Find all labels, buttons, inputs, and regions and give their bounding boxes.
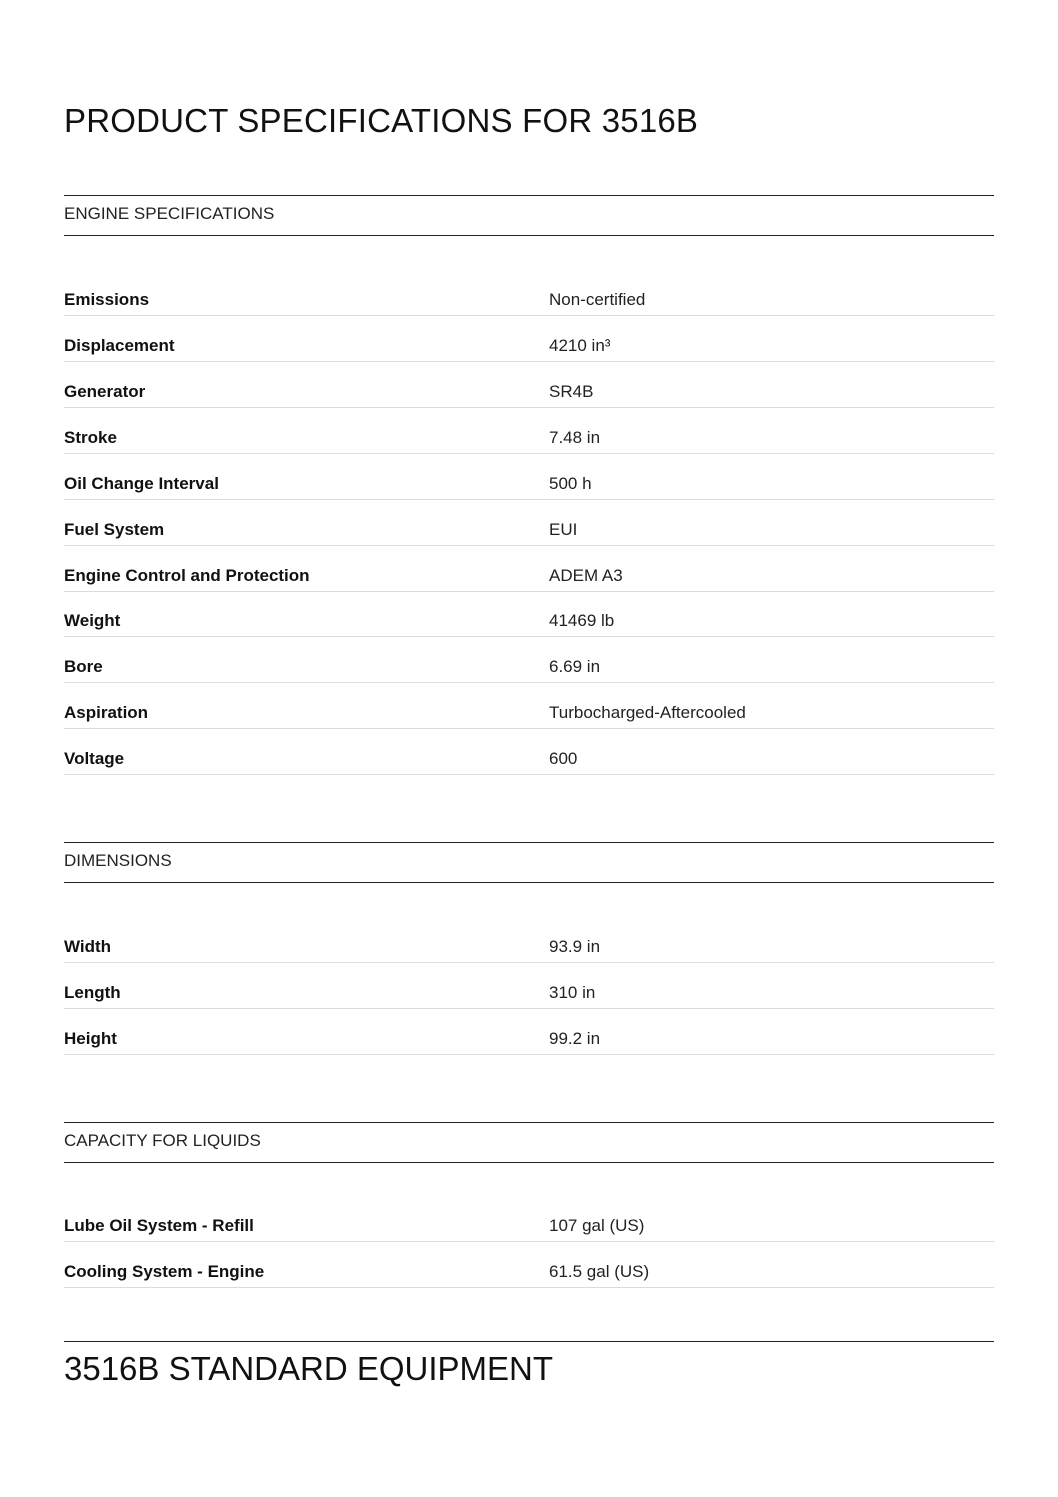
spec-label: Weight	[64, 611, 121, 630]
spec-row-oil-change-interval	[64, 474, 994, 500]
spec-label: Fuel System	[64, 520, 165, 539]
spec-label: Aspiration	[64, 703, 149, 722]
spec-row-fuel-system	[64, 520, 994, 546]
spec-value: 600	[549, 749, 578, 768]
spec-value: Turbocharged-Aftercooled	[549, 703, 746, 722]
spec-row-emissions	[64, 290, 994, 316]
spec-label: Engine Control and Protection	[64, 566, 310, 585]
spec-label: Bore	[64, 657, 103, 676]
section-header-dimensions	[64, 842, 994, 883]
spec-value: 93.9 in	[549, 937, 601, 956]
page-title: PRODUCT SPECIFICATIONS FOR 3516B	[64, 102, 699, 139]
spec-value: SR4B	[549, 382, 594, 401]
spec-row-displacement	[64, 336, 994, 362]
spec-row-weight	[64, 611, 994, 637]
spec-label: Displacement	[64, 336, 175, 355]
spec-value: 500 h	[549, 474, 592, 493]
spec-label: Height	[64, 1029, 117, 1048]
spec-row-width	[64, 937, 994, 963]
spec-label: Oil Change Interval	[64, 474, 219, 493]
spec-value: ADEM A3	[549, 566, 623, 585]
standard-equipment-title: 3516B STANDARD EQUIPMENT	[64, 1350, 554, 1387]
spec-row-stroke	[64, 428, 994, 454]
spec-value: 310 in	[549, 983, 596, 1002]
spec-value: 107 gal (US)	[549, 1216, 645, 1235]
spec-value: 4210 in³	[549, 336, 611, 355]
spec-value: 6.69 in	[549, 657, 601, 676]
section-header-engine	[64, 195, 994, 236]
spec-label: Length	[64, 983, 121, 1002]
divider	[64, 1341, 994, 1342]
spec-row-length	[64, 983, 994, 1009]
spec-label: Generator	[64, 382, 146, 401]
spec-row-generator	[64, 382, 994, 408]
section-title-engine: ENGINE SPECIFICATIONS	[64, 204, 275, 223]
spec-label: Lube Oil System - Refill	[64, 1216, 254, 1235]
section-title-liquids: CAPACITY FOR LIQUIDS	[64, 1131, 261, 1150]
spec-row-lube-oil-refill	[64, 1216, 994, 1242]
spec-label: Stroke	[64, 428, 117, 447]
spec-value: 99.2 in	[549, 1029, 601, 1048]
spec-row-aspiration	[64, 703, 994, 729]
spec-value: 41469 lb	[549, 611, 615, 630]
spec-label: Width	[64, 937, 112, 956]
spec-value: 61.5 gal (US)	[549, 1262, 650, 1281]
spec-row-bore	[64, 657, 994, 683]
spec-row-engine-control	[64, 566, 994, 592]
spec-value: 7.48 in	[549, 428, 601, 447]
spec-row-voltage	[64, 749, 994, 775]
spec-label: Emissions	[64, 290, 150, 309]
spec-label: Cooling System - Engine	[64, 1262, 265, 1281]
spec-value: Non-certified	[549, 290, 646, 309]
spec-value: EUI	[549, 520, 578, 539]
section-header-liquids	[64, 1122, 994, 1163]
spec-label: Voltage	[64, 749, 125, 768]
section-title-dimensions: DIMENSIONS	[64, 851, 172, 870]
spec-row-cooling-system	[64, 1262, 994, 1288]
spec-row-height	[64, 1029, 994, 1055]
